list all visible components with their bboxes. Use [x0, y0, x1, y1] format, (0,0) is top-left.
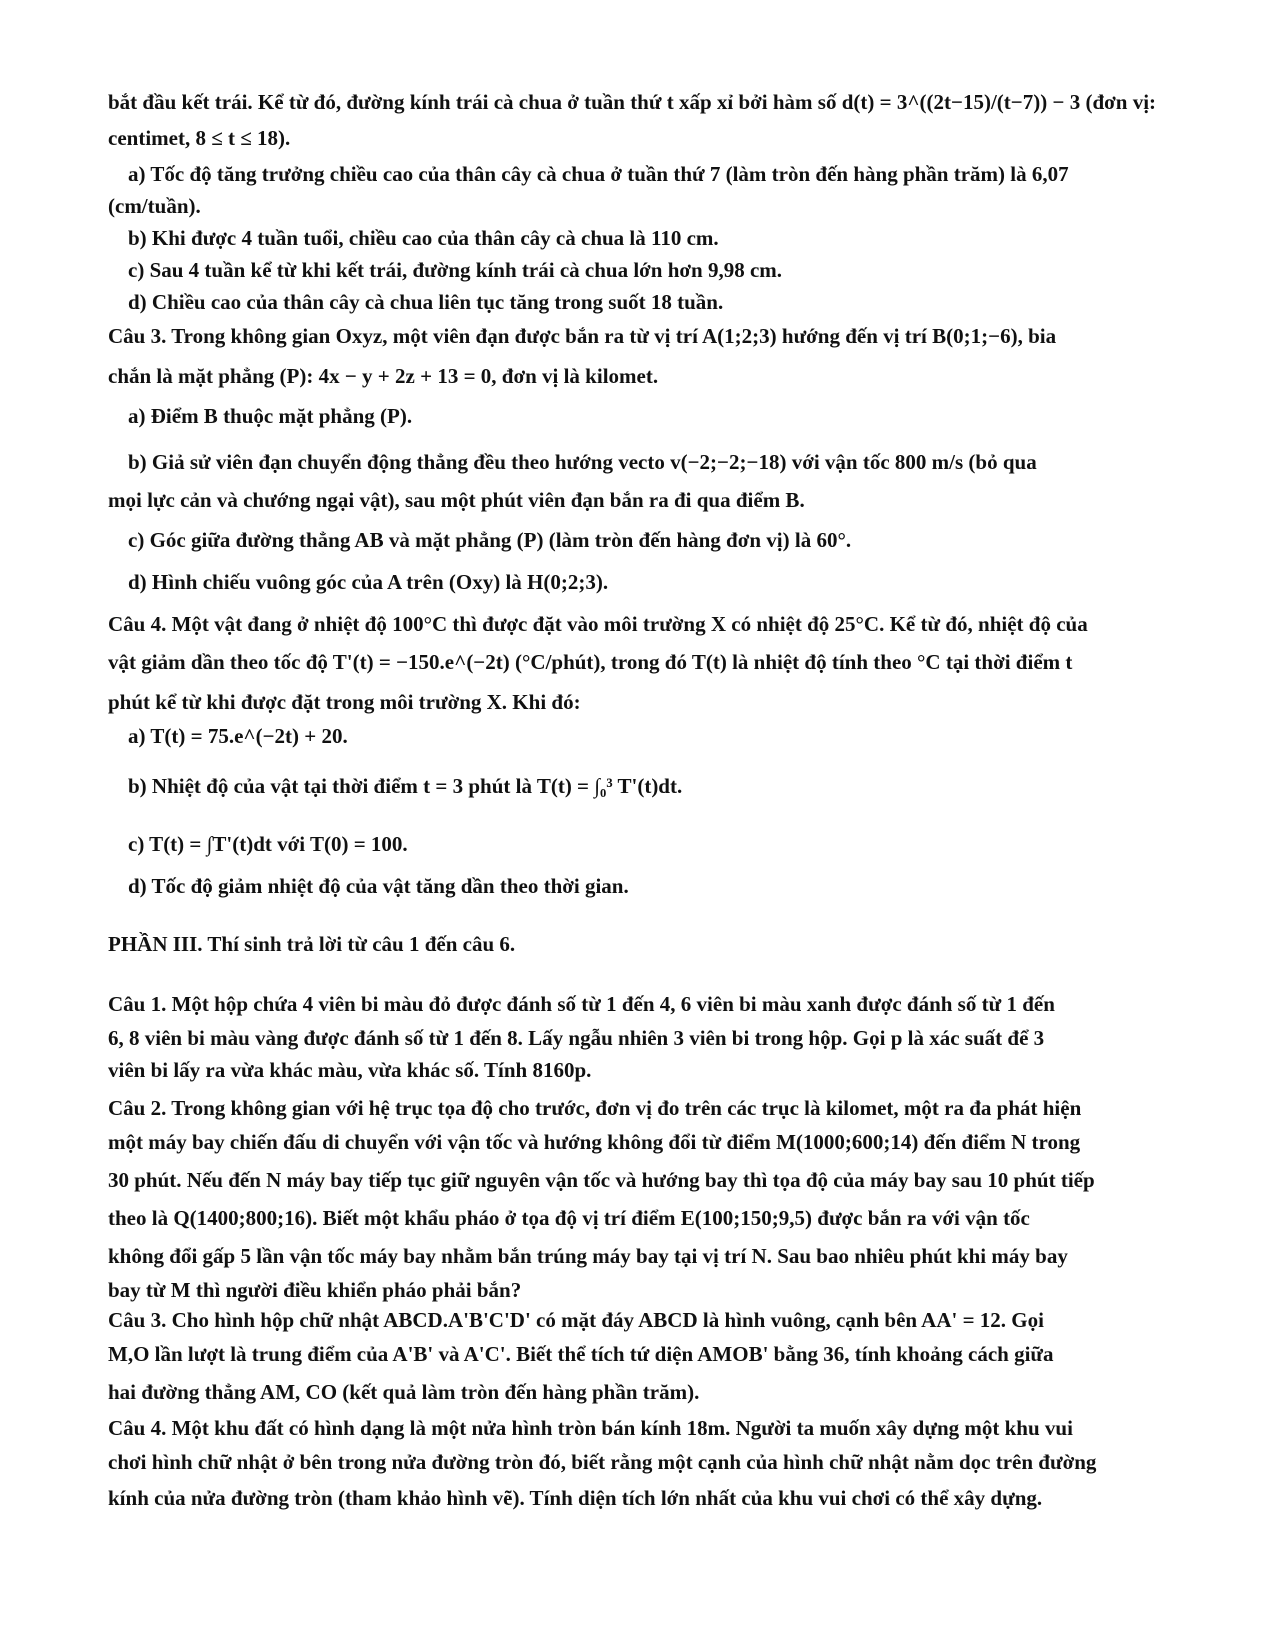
text-line: chắn là mặt phẳng (P): 4x − y + 2z + 13 = 0, đơn vị là kilomet. [108, 364, 659, 388]
text-line: (cm/tuần). [108, 194, 201, 218]
text-line: một máy bay chiến đấu di chuyển với vận tốc và hướng không đổi từ điểm M(1000;600;14) đến điểm N trong [108, 1130, 1081, 1154]
text-line: vật giảm dần theo tốc độ T'(t) = −150.e^(−2t) (°C/phút), trong đó T(t) là nhiệt độ tính theo °C tại thời điểm t [108, 650, 1073, 674]
text-line: kính của nửa đường tròn (tham khảo hình vẽ). Tính diện tích lớn nhất của khu vui chơi có thể xây dựng. [108, 1486, 1043, 1510]
text-line: M,O lần lượt là trung điểm của A'B' và A'C'. Biết thể tích tứ diện AMOB' bằng 36, tính khoảng cách giữa [108, 1342, 1054, 1366]
text-line: a) Tốc độ tăng trưởng chiều cao của thân cây cà chua ở tuần thứ 7 (làm tròn đến hàng phần trăm) là 6,07 [128, 162, 1069, 186]
text-line: Câu 4. Một vật đang ở nhiệt độ 100°C thì được đặt vào môi trường X có nhiệt độ 25°C. Kể từ đó, nhiệt độ của [108, 612, 1088, 636]
text-line: mọi lực cản và chướng ngại vật), sau một phút viên đạn bắn ra đi qua điểm B. [108, 488, 805, 512]
text-line: PHẦN III. Thí sinh trả lời từ câu 1 đến câu 6. [108, 932, 516, 956]
text-line: b) Khi được 4 tuần tuổi, chiều cao của thân cây cà chua là 110 cm. [128, 226, 719, 250]
text-line: không đổi gấp 5 lần vận tốc máy bay nhằm bắn trúng máy bay tại vị trí N. Sau bao nhiêu phút khi máy bay [108, 1244, 1068, 1268]
text-line: Câu 3. Cho hình hộp chữ nhật ABCD.A'B'C'D' có mặt đáy ABCD là hình vuông, cạnh bên AA' = 12. Gọi [108, 1308, 1044, 1332]
text-line: 30 phút. Nếu đến N máy bay tiếp tục giữ nguyên vận tốc và hướng bay thì tọa độ của máy bay sau 10 phút tiếp [108, 1168, 1095, 1192]
text-line: b) Giả sử viên đạn chuyển động thẳng đều theo hướng vecto v(−2;−2;−18) với vận tốc 800 m/s (bỏ qua [128, 450, 1037, 474]
text-line: b) Nhiệt độ của vật tại thời điểm t = 3 phút là T(t) = ∫₀³ T'(t)dt. [128, 774, 683, 798]
text-line: hai đường thẳng AM, CO (kết quả làm tròn đến hàng phần trăm). [108, 1380, 700, 1404]
text-line: 6, 8 viên bi màu vàng được đánh số từ 1 đến 8. Lấy ngẫu nhiên 3 viên bi trong hộp. Gọi p là xác suất để 3 [108, 1026, 1045, 1050]
text-line: Câu 2. Trong không gian với hệ trục tọa độ cho trước, đơn vị đo trên các trục là kilomet, một ra đa phát hiện [108, 1096, 1082, 1120]
text-line: bay từ M thì người điều khiển pháo phải bắn? [108, 1278, 522, 1302]
text-line: a) Điểm B thuộc mặt phẳng (P). [128, 404, 413, 428]
text-line: viên bi lấy ra vừa khác màu, vừa khác số. Tính 8160p. [108, 1058, 592, 1082]
text-line: chơi hình chữ nhật ở bên trong nửa đường tròn đó, biết rằng một cạnh của hình chữ nhật nằm dọc trên đường [108, 1450, 1097, 1474]
text-line: c) Góc giữa đường thẳng AB và mặt phẳng (P) (làm tròn đến hàng đơn vị) là 60°. [128, 528, 852, 552]
text-line: Câu 4. Một khu đất có hình dạng là một nửa hình tròn bán kính 18m. Người ta muốn xây dựng một khu vui [108, 1416, 1073, 1440]
text-line: theo là Q(1400;800;16). Biết một khẩu pháo ở tọa độ vị trí điểm E(100;150;9,5) được bắn ra với vận tốc [108, 1206, 1030, 1230]
text-line: Câu 1. Một hộp chứa 4 viên bi màu đỏ được đánh số từ 1 đến 4, 6 viên bi màu xanh được đánh số từ 1 đến [108, 992, 1055, 1016]
text-line: d) Hình chiếu vuông góc của A trên (Oxy) là H(0;2;3). [128, 570, 609, 594]
text-line: a) T(t) = 75.e^(−2t) + 20. [128, 724, 348, 748]
text-line: bắt đầu kết trái. Kể từ đó, đường kính trái cà chua ở tuần thứ t xấp xỉ bởi hàm số d(t) = 3^((2t−15)/(t−7)) − 3 (đơn vị: [108, 90, 1157, 114]
text-line: d) Chiều cao của thân cây cà chua liên tục tăng trong suốt 18 tuần. [128, 290, 724, 314]
text-line: c) Sau 4 tuần kể từ khi kết trái, đường kính trái cà chua lớn hơn 9,98 cm. [128, 258, 783, 282]
text-line: Câu 3. Trong không gian Oxyz, một viên đạn được bắn ra từ vị trí A(1;2;3) hướng đến vị trí B(0;1;−6), bia [108, 324, 1057, 348]
text-line: d) Tốc độ giảm nhiệt độ của vật tăng dần theo thời gian. [128, 874, 629, 898]
text-line: centimet, 8 ≤ t ≤ 18). [108, 126, 291, 150]
text-line: phút kể từ khi được đặt trong môi trường X. Khi đó: [108, 690, 581, 714]
text-line: c) T(t) = ∫T'(t)dt với T(0) = 100. [128, 832, 408, 856]
